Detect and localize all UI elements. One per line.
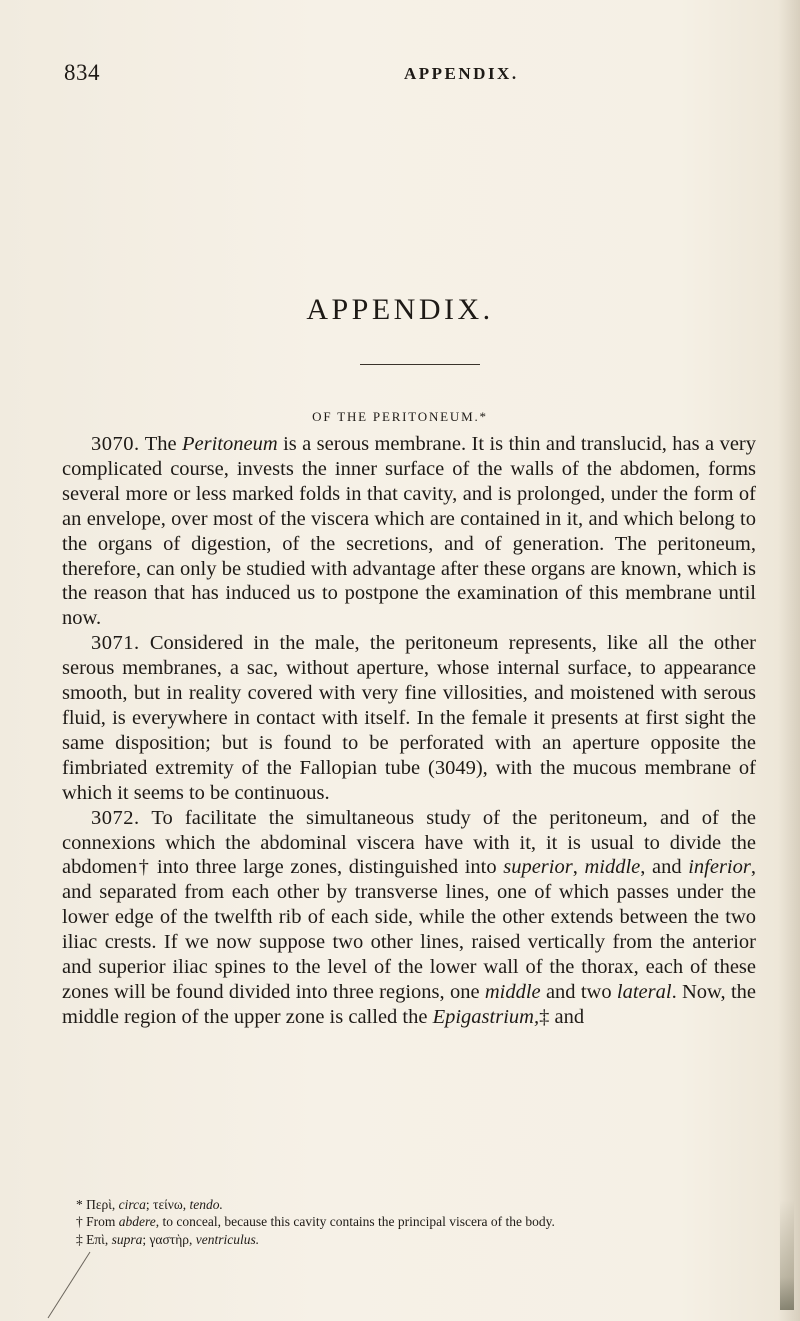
footnote [62,1231,756,1248]
italic-text: middle [584,856,641,879]
page-stain [780,1200,794,1310]
text-run: ; τείνω, [145,1197,190,1212]
page-edge-shadow [778,0,800,1321]
italic-text: Epigastrium, [432,1005,540,1028]
chapter-title: APPENDIX. [306,293,494,326]
italic-text: tendo. [189,1197,223,1212]
running-head-title: APPENDIX. [404,64,519,83]
page-number: 834 [64,60,100,85]
italic-text: Peritoneum [181,433,278,455]
paragraph [62,806,756,1030]
text-run: The [144,433,182,455]
italic-text: ventriculus. [195,1231,260,1247]
italic-text: superior [503,856,573,879]
italic-text: inferior [688,856,751,879]
text-run: is a serous membrane. It is thin and translucid, has a very complicated course, invests the inner surface of the walls of the abdomen, forms several more or less marked folds in that cavity, and is prolonged, under the form of an envelope, over most of the viscera which are contained in it, and which belong to the organs of digestion, of the secretions, and of generation. The peritoneum, therefore, can only be studied with advantage after these organs are known, which is the reason that has induced us to postpone the examination of this membrane until now. [62,433,756,630]
title-rule [360,364,480,365]
italic-text: lateral [616,980,672,1003]
text-run: , and [640,856,689,879]
paragraph-number: 3072. [91,806,140,829]
footnote [62,1213,756,1230]
text-run: † From [76,1214,119,1230]
footnote [62,1196,756,1213]
italic-text: supra [111,1231,143,1247]
text-run: To facilitate the simultaneous study of the peritoneum, and of the connexions which the abdominal viscera have with it, it is usual to divide the abdomen† into three large zones, distinguished into [62,806,756,879]
text-run: and two [540,980,617,1003]
text-run: ‡ Επὶ, [76,1231,112,1247]
paragraph-number: 3070. [91,433,140,455]
text-run: * Περὶ, [76,1197,119,1212]
text-run: Considered in the male, the peritoneum represents, like all the other serous membranes, a sac, without aperture, whose internal surface, to appearance smooth, but in reality covered with very fine villosities, and moistened with serous fluid, is everywhere in contact with itself. In the female it presents at first sight the same disposition; but is found to be perforated with an aperture opposite the fimbriated extremity of the Fallopian tube (3049), with the mucous membrane of which it seems to be continuous. [62,632,756,804]
text-run: , to conceal, because this cavity contains the principal viscera of the body. [155,1214,555,1230]
paragraph [62,432,756,631]
footnotes [62,1196,756,1248]
body-text [62,432,756,1030]
text-run: ; γαστὴρ, [142,1231,196,1247]
text-run: ‡ and [539,1005,585,1028]
text-run: . Now, the middle region of the upper zone is called the [62,980,756,1028]
text-run: , [572,856,585,879]
text-run: , and separated from each other by transverse lines, one of which passes under the lower edge of the twelfth rib of each side, while the other extends between the two iliac crests. If we now suppose two other lines, raised vertically from the anterior and superior iliac spines to the level of the lower wall of the thorax, each of these zones will be found divided into three regions, one [62,856,756,1003]
italic-text: circa [118,1197,146,1212]
running-head [64,60,754,90]
italic-text: middle [484,980,541,1003]
pencil-mark [40,1250,100,1320]
italic-text: abdere [118,1214,156,1230]
paragraph-number: 3071. [91,632,140,655]
section-heading: OF THE PERITONEUM.* [312,409,488,424]
paragraph [62,631,756,805]
